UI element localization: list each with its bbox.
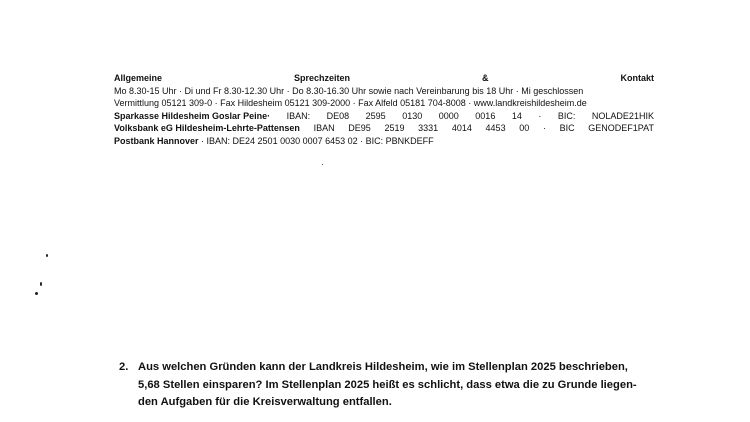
office-hours: Mo 8.30-15 Uhr · Di und Fr 8.30-12.30 Uhr · Do 8.30-16.30 Uhr sowie nach Vereinbarung bis 18 Uhr · Mi geschlossen: [114, 85, 584, 96]
letter-footer: [114, 72, 654, 148]
bank-sparkasse: [114, 110, 654, 123]
bank-detail: · IBAN: DE24 2501 0030 0007 6453 02 · BIC: PBNKDEFF: [198, 135, 434, 146]
heading-word: Sprechzeiten: [294, 73, 351, 83]
question-number: 2.: [119, 361, 129, 373]
scan-speck: [40, 282, 42, 286]
bank-detail: 14: [511, 110, 522, 121]
bank-detail: 0000: [438, 110, 459, 121]
heading-word: Kontakt: [620, 73, 654, 83]
bank-detail: ·: [542, 123, 546, 134]
bank-detail: IBAN:: [286, 110, 311, 121]
bank-detail: DE08: [326, 110, 350, 121]
bank-detail: 4014: [451, 123, 472, 134]
bank-detail: 3331: [418, 123, 439, 134]
question-text: [138, 359, 659, 412]
bank-detail: 0016: [475, 110, 496, 121]
bank-postbank: [114, 135, 654, 148]
bank-name: Sparkasse Hildesheim Goslar Peine·: [114, 110, 271, 121]
contact-numbers: Vermittlung 05121 309-0 · Fax Hildesheim 05121 309-2000 · Fax Alfeld 05181 704-8008 · www.landkreishildesheim.de: [114, 98, 587, 109]
question-line: 5,68 Stellen einsparen? Im Stellenplan 2025 heißt es schlicht, dass etwa die zu Grunde liegen-: [138, 378, 637, 391]
scan-speck: [35, 292, 38, 295]
scan-speck: [46, 254, 48, 257]
bank-detail: 2595: [365, 110, 386, 121]
footer-heading: [114, 72, 654, 85]
bank-detail: 2519: [384, 123, 405, 134]
bank-detail: 0130: [402, 110, 423, 121]
heading-word: Allgemeine: [114, 73, 163, 83]
bank-detail: 4453: [485, 123, 506, 134]
bank-volksbank: [114, 122, 654, 135]
bank-detail: NOLADE21HIK: [591, 110, 654, 121]
heading-word: &: [482, 73, 489, 83]
bank-detail: IBAN: [313, 123, 335, 134]
question-line: Aus welchen Gründen kann der Landkreis Hildesheim, wie im Stellenplan 2025 beschrieben,: [138, 361, 628, 373]
bank-name: Volksbank eG Hildesheim-Lehrte-Pattensen: [114, 123, 300, 134]
bank-detail: DE95: [348, 123, 371, 134]
bank-detail: ·: [538, 110, 542, 121]
bank-detail: 00: [519, 123, 530, 134]
question-item: [119, 359, 659, 412]
bank-detail: GENODEF1PAT: [588, 123, 654, 134]
bank-detail: BIC: [559, 123, 575, 134]
scan-speck: [322, 164, 323, 165]
bank-name: Postbank Hannover: [114, 135, 199, 146]
bank-detail: BIC:: [557, 110, 576, 121]
question-line: den Aufgaben für die Kreisverwaltung entfallen.: [138, 396, 392, 408]
